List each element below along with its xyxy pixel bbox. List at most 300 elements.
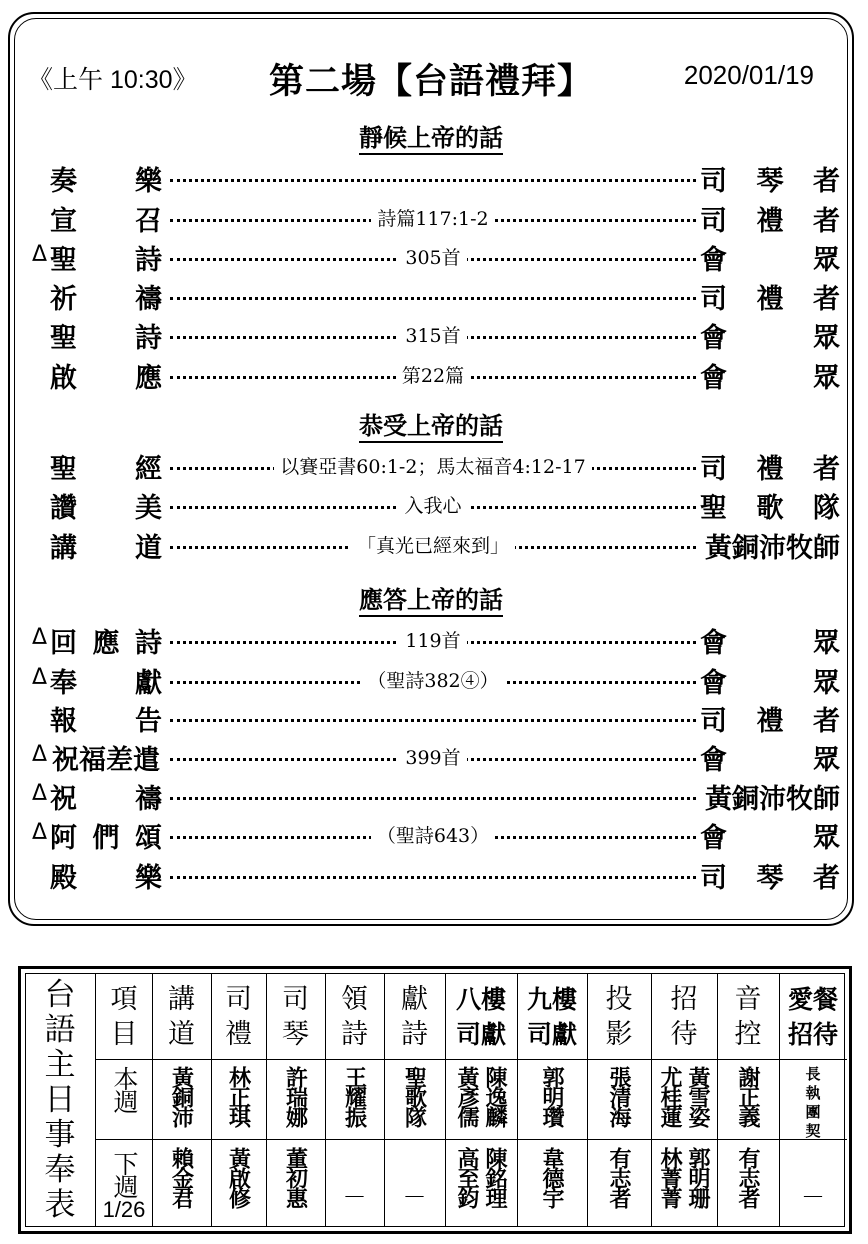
roster-column (266, 974, 326, 1226)
header-part: 音 (734, 983, 762, 1015)
next-week-person: 黃啟修 (225, 1147, 252, 1207)
name-char: 召 (135, 205, 162, 237)
name-char: 奏 (50, 165, 77, 197)
header-part: 愛餐 (787, 984, 838, 1014)
this-week-person-names (658, 1066, 710, 1126)
name-char: 祈 (50, 283, 77, 315)
roster-column (384, 974, 446, 1226)
program-item-name (50, 622, 162, 658)
dot-leader (170, 719, 696, 722)
roster-column (587, 974, 652, 1226)
role-char: 會 (700, 244, 727, 276)
name-char: 詩 (135, 627, 162, 659)
name-char: 殿 (50, 862, 77, 894)
roster-column-header (384, 974, 445, 1060)
program-row (10, 817, 862, 853)
program-item-name (50, 857, 162, 893)
roster-column-header (517, 974, 587, 1060)
this-week-cell (587, 1060, 651, 1140)
next-week-cell (779, 1141, 847, 1226)
roster-title-char: 表 (44, 1186, 76, 1223)
program-item-role (700, 817, 840, 853)
program-row (10, 278, 862, 314)
next-week-person-names (736, 1147, 760, 1207)
program-item-name (50, 278, 162, 314)
roster-column-header (445, 974, 517, 1060)
next-week-cell (717, 1141, 779, 1226)
section-title-text: 靜候上帝的話 (359, 124, 503, 155)
header-part: 禮 (225, 1018, 252, 1050)
roster-column (779, 974, 847, 1226)
roster-column-header (717, 974, 779, 1060)
this-week-person-names (284, 1066, 308, 1126)
program-item-detail (170, 361, 696, 388)
header-part: 八樓 (455, 984, 506, 1014)
program-item-role (700, 160, 840, 196)
detail-text: 119首 (399, 630, 466, 652)
program-item-role (700, 200, 840, 236)
header-part: 詩 (341, 1018, 368, 1050)
this-week-label: 本週 (110, 1066, 139, 1112)
program-row (10, 739, 862, 775)
congregation-stand-mark: Δ (32, 820, 48, 845)
roster-column-header (651, 974, 717, 1060)
this-week-person: 尤桂蓮 (657, 1066, 683, 1126)
program-row (10, 448, 862, 484)
role-char: 眾 (813, 322, 840, 354)
header-part: 司 (282, 983, 309, 1015)
next-week-cell (325, 1141, 384, 1226)
section-title-text: 應答上帝的話 (359, 586, 503, 617)
name-char: 詩 (135, 322, 162, 354)
this-week-person-names (455, 1066, 507, 1126)
program-row (10, 160, 862, 196)
roster-column-header-text (225, 982, 252, 1052)
name-char: 樂 (135, 165, 162, 197)
program-item-name (50, 700, 162, 736)
next-week-person-names (607, 1147, 631, 1207)
program-item-name (50, 357, 162, 393)
program-item-name (50, 817, 162, 853)
program-item-detail (170, 531, 696, 558)
name-char: 聖 (50, 244, 77, 276)
role-char: 眾 (813, 744, 840, 776)
this-week-person: 黃銅沛 (168, 1066, 195, 1126)
roster-title (25, 973, 96, 1227)
this-week-cell (152, 1060, 211, 1140)
this-week-person-names (227, 1066, 251, 1126)
program-item-role (700, 622, 840, 658)
this-week-cell (445, 1060, 517, 1140)
roster-column-header-text (788, 982, 838, 1052)
detail-text: 315首 (399, 325, 466, 347)
roster-column (325, 974, 385, 1226)
header-part: 投 (605, 983, 633, 1015)
name-char: 詩 (135, 244, 162, 276)
next-week-date: 1/26 (102, 1196, 146, 1222)
detail-text: 305首 (399, 247, 466, 269)
name-char: 告 (135, 705, 162, 737)
program-row (10, 778, 862, 814)
next-week-person-dash: － (342, 1183, 367, 1211)
role-char: 黃銅沛牧師 (705, 532, 840, 564)
roster-title-char: 語 (44, 1011, 76, 1048)
role-char: 眾 (813, 667, 840, 699)
next-week-person-names (170, 1147, 194, 1207)
next-week-person-names (658, 1147, 710, 1207)
this-week-person: 郭明瓚 (539, 1066, 565, 1126)
detail-text: 第22篇 (396, 365, 470, 387)
roster-column-header (779, 974, 847, 1060)
next-week-cell (587, 1141, 651, 1226)
next-week-person-names (455, 1147, 507, 1207)
congregation-stand-mark: Δ (32, 625, 48, 650)
next-week-cell (445, 1141, 517, 1226)
head-char: 項 (110, 983, 138, 1015)
roster-column-header-text (341, 982, 368, 1052)
role-char: 者 (813, 283, 840, 315)
roster-title-char: 奉 (44, 1151, 76, 1188)
next-week-person-dash: － (801, 1183, 825, 1211)
header-part: 司獻 (526, 1019, 577, 1049)
program-item-detail (170, 321, 696, 348)
roster-column (651, 974, 718, 1226)
row-header-this-week (96, 1060, 152, 1140)
this-week-person: 許瑞娜 (282, 1066, 309, 1126)
roster-column-header-text (401, 982, 428, 1052)
program-item-role (700, 317, 840, 353)
section-title (10, 118, 852, 153)
name-char: 道 (135, 532, 162, 564)
roster-column (517, 974, 588, 1226)
row-header-next-week (96, 1141, 152, 1226)
roster-column-header-text (735, 982, 762, 1052)
role-char: 琴 (756, 165, 784, 197)
row-header-item-text (111, 982, 138, 1052)
program-item-detail (170, 243, 696, 270)
next-week-person: 高至鈞 (454, 1147, 480, 1207)
name-char: 報 (50, 705, 77, 737)
role-char: 者 (813, 205, 840, 237)
header-part: 影 (605, 1018, 633, 1050)
header-part: 招待 (787, 1019, 838, 1049)
roster-column (717, 974, 780, 1226)
next-week-cell (384, 1141, 445, 1226)
program-row (10, 662, 862, 698)
roster-column-header (211, 974, 266, 1060)
role-char: 會 (700, 322, 727, 354)
dot-leader (170, 797, 696, 800)
role-char: 眾 (813, 822, 840, 854)
service-time: 《上午 10:30》 (28, 66, 198, 94)
name-char: 啟 (50, 362, 77, 394)
role-char: 聖 (700, 492, 727, 524)
this-week-cell (384, 1060, 445, 1140)
role-char: 眾 (813, 244, 840, 276)
header-part: 領 (341, 983, 368, 1015)
roster-column-header-text (606, 982, 633, 1052)
dot-leader (170, 179, 696, 182)
roster-column (152, 974, 212, 1226)
name-char: 聖 (50, 322, 77, 354)
program-item-role (700, 739, 840, 775)
program-item-role (700, 857, 840, 893)
header-part: 講 (168, 983, 195, 1015)
name-char: 禱 (135, 783, 162, 815)
program-row (10, 239, 862, 275)
header-part: 招 (670, 983, 698, 1015)
this-week-cell (211, 1060, 266, 1140)
program-item-name (50, 527, 162, 563)
program-item-detail (170, 626, 696, 653)
program-item-role (700, 527, 840, 563)
congregation-stand-mark: Δ (32, 781, 48, 806)
program-item-role (700, 239, 840, 275)
roster-column-header (325, 974, 384, 1060)
role-char: 司 (700, 705, 727, 737)
header-part: 待 (670, 1018, 698, 1050)
name-char: 聖 (50, 453, 77, 485)
header-part: 司獻 (455, 1019, 506, 1049)
role-char: 禮 (756, 283, 784, 315)
role-char: 者 (813, 165, 840, 197)
detail-text: 399首 (399, 747, 466, 769)
section-title (10, 406, 852, 441)
header-part: 九樓 (526, 984, 577, 1014)
program-item-detail (170, 452, 696, 479)
next-week-person: 陳銘理 (482, 1147, 508, 1207)
program-item-name (50, 160, 162, 196)
this-week-person-names (607, 1066, 631, 1126)
name-char: 阿 (50, 822, 77, 854)
program-row (10, 857, 862, 893)
this-week-person-names (736, 1066, 760, 1126)
program-row (10, 622, 862, 658)
role-char: 會 (700, 627, 727, 659)
this-week-cell (266, 1060, 325, 1140)
next-week-cell (211, 1141, 266, 1226)
roster-column-header-text (282, 982, 309, 1052)
this-week-cell (717, 1060, 779, 1140)
program-item-name (50, 487, 162, 523)
detail-text: 入我心 (398, 495, 467, 517)
roster-title-char: 主 (44, 1046, 76, 1083)
this-week-person-names (170, 1066, 194, 1126)
program-item-detail (170, 821, 696, 848)
next-week-person-names (540, 1147, 564, 1207)
roster-column-header (587, 974, 651, 1060)
program-item-role (700, 357, 840, 393)
roster-column-header (152, 974, 211, 1060)
detail-text: 詩篇117:1-2 (371, 208, 494, 230)
header-part: 司 (225, 983, 252, 1015)
name-char: 回 (50, 627, 77, 659)
role-char: 琴 (756, 862, 784, 894)
name-char: 宣 (50, 205, 77, 237)
service-date: 2020/01/19 (683, 60, 814, 90)
congregation-stand-mark: Δ (32, 665, 48, 690)
name-char: 奉 (50, 667, 77, 699)
roster-column (211, 974, 267, 1226)
roster-column-header-text (527, 982, 577, 1052)
program-item-name (50, 778, 162, 814)
program-item-role (700, 662, 840, 698)
program-row (10, 527, 862, 563)
dot-leader (170, 297, 696, 300)
this-week-cell (651, 1060, 717, 1140)
detail-text: （聖詩382④） (361, 670, 504, 692)
header-part: 獻 (401, 983, 428, 1015)
header-part: 道 (168, 1018, 195, 1050)
name-char: 應 (92, 627, 120, 659)
this-week-person-names (403, 1066, 427, 1126)
next-week-cell (651, 1141, 717, 1226)
program-item-name (50, 739, 162, 775)
program-item-name (50, 662, 162, 698)
next-week-person: 董初惠 (282, 1147, 309, 1207)
program-item-role (700, 487, 840, 523)
name-char: 經 (135, 453, 162, 485)
next-week-person: 有志者 (735, 1147, 761, 1207)
this-week-cell (517, 1060, 587, 1140)
detail-text: 「真光已經來到」 (351, 535, 515, 557)
next-week-person-names (284, 1147, 308, 1207)
role-char: 者 (813, 705, 840, 737)
next-week-cell (266, 1141, 325, 1226)
this-week-cell (779, 1060, 847, 1140)
header-part: 詩 (401, 1018, 428, 1050)
roster-column-header-text (456, 982, 506, 1052)
header-part: 琴 (282, 1018, 309, 1050)
name-char: 獻 (135, 667, 162, 699)
name-char: 禱 (135, 283, 162, 315)
name-char: 講 (50, 532, 77, 564)
role-char: 眾 (813, 627, 840, 659)
this-week-person: 黃雪姿 (685, 1066, 711, 1126)
roster-title-char: 台 (44, 976, 76, 1013)
role-char: 者 (813, 453, 840, 485)
detail-text: 以賽亞書60:1-2；馬太福音4:12-17 (274, 456, 591, 478)
service-title: 第二場【台語禮拜】 (268, 62, 593, 102)
role-char: 歌 (756, 492, 784, 524)
program-row (10, 200, 862, 236)
this-week-person: 聖歌隊 (401, 1066, 428, 1126)
roster-title-char: 日 (44, 1081, 76, 1118)
program-item-detail (170, 666, 696, 693)
dot-leader (170, 876, 696, 879)
role-char: 黃銅沛牧師 (705, 783, 840, 815)
program-row (10, 487, 862, 523)
roster-column-header-text (168, 982, 195, 1052)
roster-row-header-column (96, 974, 153, 1226)
this-week-person: 林正琪 (225, 1066, 252, 1126)
this-week-person: 陳逸麟 (482, 1066, 508, 1126)
congregation-stand-mark: Δ (32, 742, 48, 767)
this-week-person-names (343, 1066, 367, 1126)
roster-title-char: 事 (44, 1116, 76, 1153)
role-char: 會 (700, 822, 727, 854)
this-week-cell (325, 1060, 384, 1140)
program-row (10, 357, 862, 393)
next-week-cell (517, 1141, 587, 1226)
role-char: 禮 (756, 205, 784, 237)
next-week-person: 郭明珊 (685, 1147, 711, 1207)
roster-column (445, 974, 518, 1226)
this-week-person: 謝正義 (735, 1066, 761, 1126)
role-char: 禮 (756, 453, 784, 485)
program-item-name (50, 200, 162, 236)
name-char: 樂 (135, 862, 162, 894)
next-week-person: 有志者 (606, 1147, 632, 1207)
name-char: 讚 (50, 492, 77, 524)
program-item-role (700, 778, 840, 814)
role-char: 會 (700, 667, 727, 699)
order-of-service-box (8, 12, 854, 926)
head-char: 目 (110, 1018, 138, 1050)
role-char: 會 (700, 744, 727, 776)
program-item-role (700, 278, 840, 314)
role-char: 司 (700, 862, 727, 894)
this-week-person: 張清海 (606, 1066, 632, 1126)
role-char: 司 (700, 453, 727, 485)
name-char: 們 (92, 822, 120, 854)
this-week-person: 黃彥儒 (454, 1066, 480, 1126)
role-char: 隊 (813, 492, 840, 524)
next-week-person-dash: － (402, 1183, 427, 1211)
next-week-person-names (227, 1147, 251, 1207)
program-item-name (50, 239, 162, 275)
program-item-detail (170, 204, 696, 231)
program-item-name (50, 448, 162, 484)
role-char: 司 (700, 165, 727, 197)
section-title (10, 580, 852, 615)
next-week-cell (152, 1141, 211, 1226)
next-week-person: 賴金君 (168, 1147, 195, 1207)
this-week-person-names (803, 1066, 824, 1142)
name-char: 美 (135, 492, 162, 524)
program-item-name (50, 317, 162, 353)
role-char: 禮 (756, 705, 784, 737)
next-week-person: 林菁菁 (657, 1147, 683, 1207)
role-char: 司 (700, 205, 727, 237)
roster-column-header (266, 974, 325, 1060)
this-week-person: 王耀振 (341, 1066, 368, 1126)
roster-column-header-text (671, 982, 698, 1052)
name-char: 頌 (135, 822, 162, 854)
role-char: 眾 (813, 362, 840, 394)
program-row (10, 700, 862, 736)
row-header-item (96, 974, 152, 1060)
name-char: 祝 (50, 783, 77, 815)
program-item-detail (170, 743, 696, 770)
this-week-person-names (540, 1066, 564, 1126)
next-week-person: 韋德宇 (539, 1147, 565, 1207)
section-title-text: 恭受上帝的話 (359, 412, 503, 443)
program-item-role (700, 448, 840, 484)
name-char: 祝福差遣 (52, 744, 160, 776)
role-char: 會 (700, 362, 727, 394)
name-char: 應 (135, 362, 162, 394)
header-part: 控 (734, 1018, 762, 1050)
program-row (10, 317, 862, 353)
this-week-person: 長執團契 (803, 1066, 822, 1142)
role-char: 者 (813, 862, 840, 894)
next-week-label: 下週 (110, 1150, 139, 1197)
program-item-role (700, 700, 840, 736)
detail-text: （聖詩643） (371, 825, 495, 847)
congregation-stand-mark: Δ (32, 242, 48, 267)
program-item-detail (170, 491, 696, 518)
